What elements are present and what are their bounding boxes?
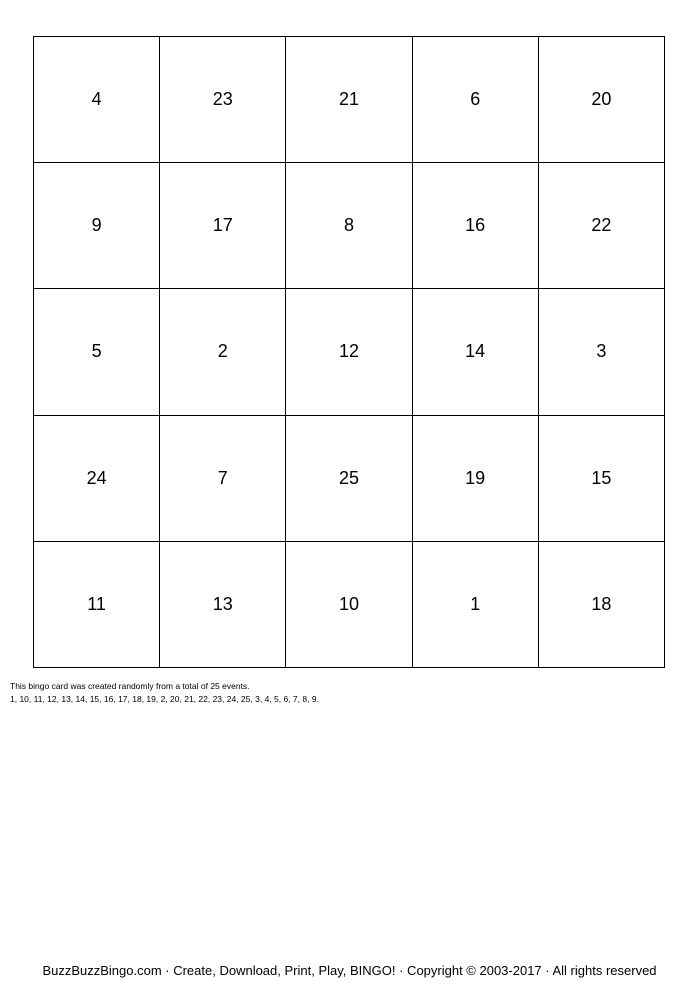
bingo-cell: 6 [413, 37, 539, 163]
bingo-cell: 11 [34, 542, 160, 668]
bingo-cell: 18 [539, 542, 665, 668]
bingo-cell: 10 [286, 542, 412, 668]
card-events-list: 1, 10, 11, 12, 13, 14, 15, 16, 17, 18, 19, 2, 20, 21, 22, 23, 24, 25, 3, 4, 5, 6, 7, 8, 9. [10, 694, 319, 704]
bingo-cell: 17 [160, 163, 286, 289]
bingo-cell: 9 [34, 163, 160, 289]
bingo-cell: 5 [34, 289, 160, 415]
bingo-cell: 23 [160, 37, 286, 163]
bingo-cell: 12 [286, 289, 412, 415]
bingo-cell: 8 [286, 163, 412, 289]
bingo-cell: 22 [539, 163, 665, 289]
bingo-card-grid [33, 36, 665, 668]
bingo-cell: 4 [34, 37, 160, 163]
bingo-cell: 19 [413, 416, 539, 542]
bingo-cell: 3 [539, 289, 665, 415]
bingo-cell: 24 [34, 416, 160, 542]
bingo-cell: 1 [413, 542, 539, 668]
bingo-cell: 20 [539, 37, 665, 163]
bingo-cell: 2 [160, 289, 286, 415]
bingo-cell: 21 [286, 37, 412, 163]
card-note [10, 680, 319, 706]
bingo-cell: 15 [539, 416, 665, 542]
page-footer: BuzzBuzzBingo.com · Create, Download, Print, Play, BINGO! · Copyright © 2003-2017 · All rights reserved [42, 963, 657, 978]
bingo-cell: 7 [160, 416, 286, 542]
bingo-cell: 25 [286, 416, 412, 542]
bingo-cell: 16 [413, 163, 539, 289]
bingo-cell: 14 [413, 289, 539, 415]
card-note-line: This bingo card was created randomly from a total of 25 events. [10, 681, 250, 691]
bingo-cell: 13 [160, 542, 286, 668]
